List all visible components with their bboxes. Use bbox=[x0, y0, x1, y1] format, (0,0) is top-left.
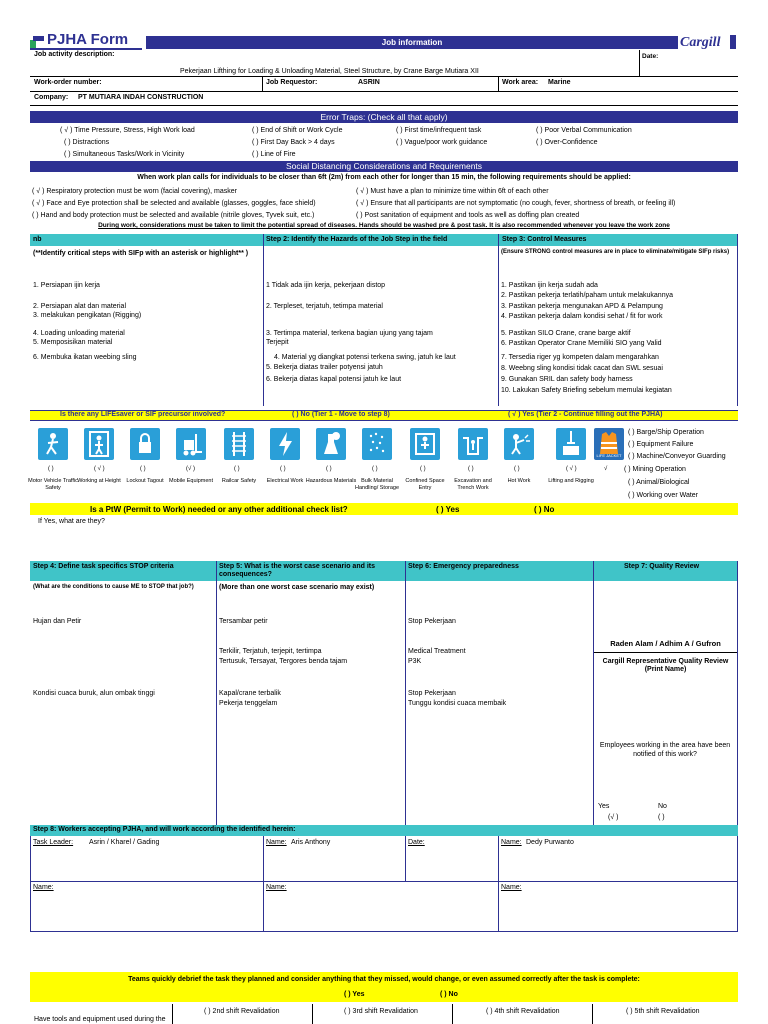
error-trap-item[interactable]: ( ) Vague/poor work guidance bbox=[396, 139, 488, 146]
col3-header: Step 3: Control Measures bbox=[502, 236, 587, 243]
social-item[interactable]: ( √ ) Must have a plan to minimize time within 6ft of each other bbox=[356, 188, 549, 195]
excavation-icon bbox=[458, 428, 488, 460]
worst-case: Pekerja tenggelam bbox=[219, 700, 278, 707]
error-traps-title: Error Traps: (Check all that apply) bbox=[320, 112, 448, 122]
social-item[interactable]: ( √ ) Ensure that all participants are not symptomatic (no cough, fever, shortness of breath, or feeling ill) bbox=[356, 200, 676, 207]
lifesaver-caption: Working at Height bbox=[77, 478, 121, 484]
step5-header: Step 5: What is the worst case scenario and its consequences? bbox=[219, 563, 375, 578]
name2-value: Dedy Purwanto bbox=[526, 839, 574, 846]
date-label: Date: bbox=[642, 53, 659, 60]
notified-no-mark[interactable]: ( ) bbox=[658, 814, 665, 821]
hazard-item: 2. Terpleset, terjatuh, tetimpa material bbox=[266, 303, 383, 310]
lifesaver-caption: Excavation and Trench Work bbox=[454, 478, 492, 491]
control-item: 2. Pastikan pekerja terlatih/paham untuk melakukannya bbox=[501, 292, 673, 299]
step6-header: Step 6: Emergency preparedness bbox=[408, 563, 519, 570]
job-info-title: Job information bbox=[381, 38, 443, 47]
step-item: 1. Persiapan ijin kerja bbox=[33, 282, 100, 289]
task-leader-value: Asrin / Kharel / Gading bbox=[89, 839, 160, 846]
emergency: Stop Pekerjaan bbox=[408, 618, 456, 625]
error-trap-item[interactable]: ( ) Poor Verbal Communication bbox=[536, 127, 632, 134]
social-item[interactable]: ( ) Hand and body protection must be selected and available (nitrile gloves, Tyvek suit, etc.) bbox=[32, 212, 315, 219]
step4-note: (What are the conditions to cause ME to STOP that job?) bbox=[33, 584, 194, 590]
requestor-value: ASRIN bbox=[358, 79, 380, 86]
hazmat-icon bbox=[316, 428, 346, 460]
hazard-item: 1 Tidak ada ijin kerja, pekerjaan distop bbox=[266, 282, 386, 289]
lifesaver-checkbox[interactable]: ( ) bbox=[468, 466, 474, 472]
notified-no: No bbox=[658, 803, 667, 810]
error-trap-item[interactable]: ( √ ) Time Pressure, Stress, High Work load bbox=[60, 127, 195, 134]
lifesaver-caption: Hazardous Materials bbox=[305, 478, 357, 484]
emergency: Medical Treatment bbox=[408, 648, 466, 655]
control-item: 10. Lakukan Safety Briefing sebelum memulai kegiatan bbox=[501, 387, 672, 394]
step-item: 3. melakukan pengikatan (Rigging) bbox=[33, 312, 142, 319]
worst-case: Tertusuk, Tersayat, Tergores benda tajam bbox=[219, 658, 348, 665]
social-note: During work, considerations must be taken to limit the potential spread of diseases. Hands should be washed pre & post task. It is also recommended whenever you leave the work zone bbox=[98, 222, 670, 229]
reviewer-label: Cargill Representative Quality Review bbox=[602, 658, 729, 665]
cargill-wordmark: Cargill bbox=[680, 35, 721, 50]
activity-value: Pekerjaan Lifthing for Loading & Unloading Material, Steel Structure, by Crane Barge Mutiara XII bbox=[180, 68, 479, 75]
requestor-label: Job Requestor: bbox=[266, 79, 318, 86]
bulk-icon bbox=[362, 428, 392, 460]
company-value: PT MUTIARA INDAH CONSTRUCTION bbox=[78, 94, 204, 101]
notified-question: Employees working in the area have been notified of this work? bbox=[599, 742, 731, 758]
extra-item[interactable]: ( ) Equipment Failure bbox=[628, 441, 694, 448]
control-item: 1. Pastikan ijin kerja sudah ada bbox=[501, 282, 598, 289]
lifesaver-checkbox[interactable]: ( √ ) bbox=[94, 466, 105, 472]
control-item: 9. Gunakan SRIL dan safety body harness bbox=[501, 376, 633, 383]
error-traps-header bbox=[30, 111, 738, 123]
worst-case: Terkilir, Terjatuh, terjepit, tertimpa bbox=[219, 648, 322, 655]
social-title: Social Distancing Considerations and Requirements bbox=[285, 161, 483, 171]
lifejacket-label: LIFE JACKET bbox=[596, 453, 622, 458]
hotwork-icon bbox=[504, 428, 534, 460]
social-item[interactable]: ( √ ) Respiratory protection must be worn (facial covering), masker bbox=[32, 188, 237, 195]
lifesaver-checkbox[interactable]: √ bbox=[604, 466, 608, 472]
notified-yes: Yes bbox=[598, 803, 610, 810]
lifesaver-caption: Motor Vehicle Traffic Safety bbox=[28, 478, 78, 491]
control-item: 5. Pastikan SILO Crane, crane barge aktif bbox=[501, 330, 631, 337]
lifesaver-caption: Mobile Equipment bbox=[168, 478, 214, 484]
step-item: 4. Loading unloading material bbox=[33, 330, 125, 337]
shift-revalidation[interactable]: ( ) 2nd shift Revalidation bbox=[204, 1008, 280, 1015]
step-item: 5. Memposisikan material bbox=[33, 339, 113, 346]
error-trap-item[interactable]: ( ) End of Shift or Work Cycle bbox=[252, 127, 343, 134]
ptw-no[interactable]: ( ) No bbox=[534, 505, 555, 514]
lifesaver-checkbox[interactable]: (√ ) bbox=[186, 466, 195, 472]
electric-icon bbox=[270, 428, 300, 460]
error-trap-item[interactable]: ( ) Simultaneous Tasks/Work in Vicinity bbox=[64, 151, 185, 158]
pjha-logo bbox=[30, 33, 142, 49]
name1-value: Aris Anthony bbox=[291, 839, 331, 846]
error-trap-item[interactable]: ( ) Distractions bbox=[64, 139, 110, 146]
col3-note: (Ensure STRONG control measures are in place to eliminate/mitigate SIFp risks) bbox=[501, 249, 730, 255]
step7-header: Step 7: Quality Review bbox=[624, 563, 700, 570]
error-trap-item[interactable]: ( ) Over-Confidence bbox=[536, 139, 598, 146]
shift-revalidation[interactable]: ( ) 5th shift Revalidation bbox=[626, 1008, 700, 1015]
debrief-tools: Have tools and equipment used during the bbox=[34, 1016, 166, 1023]
social-header bbox=[30, 161, 738, 172]
stop-criteria: Hujan dan Petir bbox=[33, 618, 82, 625]
extra-item[interactable]: ( ) Animal/Biological bbox=[628, 479, 690, 486]
control-item: 6. Pastikan Operator Crane Memiliki SIO yang Valid bbox=[501, 340, 662, 347]
pedestrian-icon bbox=[38, 428, 68, 460]
col2-header: Step 2: Identify the Hazards of the Job Step in the field bbox=[266, 236, 448, 243]
lifesaver-checkbox[interactable]: ( ) bbox=[420, 466, 426, 472]
control-item: 7. Tersedia riger yg kompeten dalam mengarahkan bbox=[501, 354, 659, 361]
lifesaver-caption: Bulk Material Handling/ Storage bbox=[354, 478, 400, 491]
company-label: Company: bbox=[34, 94, 69, 101]
name-label: Name: bbox=[33, 884, 54, 891]
emergency: Tunggu kondisi cuaca membaik bbox=[408, 700, 507, 707]
lifesaver-checkbox[interactable]: ( ) bbox=[234, 466, 240, 472]
control-item: 8. Weebng sling kondisi tidak cacat dan SWL sesuai bbox=[501, 365, 663, 372]
emergency: Stop Pekerjaan bbox=[408, 690, 456, 697]
lifesaver-checkbox[interactable]: ( ) bbox=[372, 466, 378, 472]
ptw-yes[interactable]: ( ) Yes bbox=[436, 505, 460, 514]
lifesaver-no[interactable]: ( ) No (Tier 1 - Move to step 8) bbox=[292, 411, 390, 418]
pjha-logo-icon bbox=[30, 34, 44, 48]
lifesaver-caption: Electrical Work bbox=[266, 478, 304, 484]
lifesaver-caption: Lifting and Rigging bbox=[548, 478, 594, 484]
lifesaver-checkbox[interactable]: ( √ ) bbox=[566, 466, 577, 472]
name-label: Name: bbox=[501, 839, 522, 846]
job-info-header bbox=[146, 36, 678, 49]
emergency: P3K bbox=[408, 658, 422, 665]
lifesaver-caption: Lockout Tagout bbox=[126, 478, 164, 484]
col1-header: nb bbox=[33, 236, 42, 243]
step5-note: (More than one worst case scenario may exist) bbox=[219, 584, 375, 591]
work-area-label: Work area: bbox=[502, 79, 539, 86]
debrief-text: Teams quickly debrief the task they planned and consider anything that they missed, would change, or even assumed correctly after the task is complete: bbox=[128, 976, 640, 983]
name-label: Name: bbox=[266, 839, 287, 846]
lifesaver-caption: Hot Work bbox=[507, 478, 531, 484]
error-trap-item[interactable]: ( ) Line of Fire bbox=[252, 151, 296, 158]
rail-icon bbox=[224, 428, 254, 460]
extra-item[interactable]: ( ) Mining Operation bbox=[624, 466, 686, 473]
shift-revalidation[interactable]: ( ) 3rd shift Revalidation bbox=[344, 1008, 418, 1015]
lifesaver-checkbox[interactable]: ( ) bbox=[326, 466, 332, 472]
reviewer-name: Raden Alam / Adhim A / Gufron bbox=[610, 639, 721, 648]
cargill-logo bbox=[680, 33, 738, 51]
hazard-item: 6. Bekerja diatas kapal potensi jatuh ke laut bbox=[266, 376, 402, 383]
confined-icon bbox=[410, 428, 440, 460]
col1-note: (**Identify critical steps with SIFp with an asterisk or highlight** ) bbox=[33, 250, 249, 257]
worst-case: Tersambar petir bbox=[219, 618, 268, 625]
work-area-value: Marine bbox=[548, 79, 571, 86]
stop-criteria: Kondisi cuaca buruk, alun ombak tinggi bbox=[33, 690, 155, 697]
debrief-no[interactable]: ( ) No bbox=[440, 991, 458, 998]
name-label: Name: bbox=[501, 884, 522, 891]
forklift-icon bbox=[176, 428, 206, 460]
step-item: 2. Persiapan alat dan material bbox=[33, 303, 126, 310]
reviewer-sub: (Print Name) bbox=[644, 666, 687, 673]
lifesaver-checkbox[interactable]: ( ) bbox=[280, 466, 286, 472]
date-label-step8: Date: bbox=[408, 839, 425, 846]
ptw-followup: If Yes, what are they? bbox=[38, 518, 105, 525]
lifesaver-caption: Railcar Safety bbox=[221, 478, 257, 484]
worst-case: Kapal/crane terbalik bbox=[219, 690, 281, 697]
lifting-icon bbox=[556, 428, 586, 460]
hazard-item: 4. Material yg diangkat potensi terkena swing, jatuh ke laut bbox=[274, 354, 456, 361]
lifesaver-yes[interactable]: ( √ ) Yes (Tier 2 - Continue filling out the PJHA) bbox=[508, 411, 663, 418]
lifesaver-checkbox[interactable]: ( ) bbox=[48, 466, 54, 472]
step8-title: Step 8: Workers accepting PJHA, and will work according the identified herein: bbox=[33, 826, 296, 833]
social-item[interactable]: ( √ ) Face and Eye protection shall be selected and available (glasses, goggles, face shield) bbox=[32, 200, 316, 207]
control-item: 4. Pastikan pekerja dalam kondisi sehat / fit for work bbox=[501, 313, 663, 320]
notified-yes-mark[interactable]: (√ ) bbox=[608, 814, 619, 821]
lifesaver-question: Is there any LIFEsaver or SIF precursor involved? bbox=[60, 411, 226, 418]
hazard-item: 3. Tertimpa material, terkena bagian ujung yang tajam bbox=[266, 330, 433, 337]
height-icon bbox=[84, 428, 114, 460]
lifesaver-checkbox[interactable]: ( ) bbox=[140, 466, 146, 472]
control-item: 3. Pastikan pekerja mengunakan APD & Pelampung bbox=[501, 303, 663, 310]
work-order-label: Work-order number: bbox=[34, 79, 102, 86]
hazard-item: 5. Bekerja diatas trailer potyensi jatuh bbox=[266, 364, 383, 371]
name-label: Name: bbox=[266, 884, 287, 891]
form-title: PJHA Form bbox=[47, 31, 129, 48]
step-item: 6. Membuka ikatan weebing sling bbox=[33, 354, 137, 361]
error-trap-item[interactable]: ( ) First Day Back > 4 days bbox=[252, 139, 335, 146]
step4-header: Step 4: Define task specifics STOP criteria bbox=[33, 563, 174, 570]
lifesaver-checkbox[interactable]: ( ) bbox=[514, 466, 520, 472]
error-trap-item[interactable]: ( ) First time/infrequent task bbox=[396, 127, 482, 134]
lifesaver-caption: Confined Space Entry bbox=[405, 478, 445, 491]
ptw-question: Is a PtW (Permit to Work) needed or any other additional check list? bbox=[90, 505, 348, 514]
extra-item[interactable]: ( ) Working over Water bbox=[628, 492, 699, 499]
extra-item[interactable]: ( ) Barge/Ship Operation bbox=[628, 429, 704, 436]
social-intro: When work plan calls for individuals to be closer than 6ft (2m) from each other for longer than 15 min, the following requirements should be applied: bbox=[137, 174, 631, 181]
hazard-item: Terjepit bbox=[266, 339, 289, 346]
lock-icon bbox=[130, 428, 160, 460]
activity-label: Job activity description: bbox=[34, 51, 115, 58]
extra-item[interactable]: ( ) Machine/Conveyor Guarding bbox=[628, 453, 726, 460]
task-leader-label: Task Leader: bbox=[33, 839, 74, 846]
social-item[interactable]: ( ) Post sanitation of equipment and tools as well as doffing plan created bbox=[356, 212, 580, 219]
shift-revalidation[interactable]: ( ) 4th shift Revalidation bbox=[486, 1008, 560, 1015]
debrief-yes[interactable]: ( ) Yes bbox=[344, 991, 365, 998]
